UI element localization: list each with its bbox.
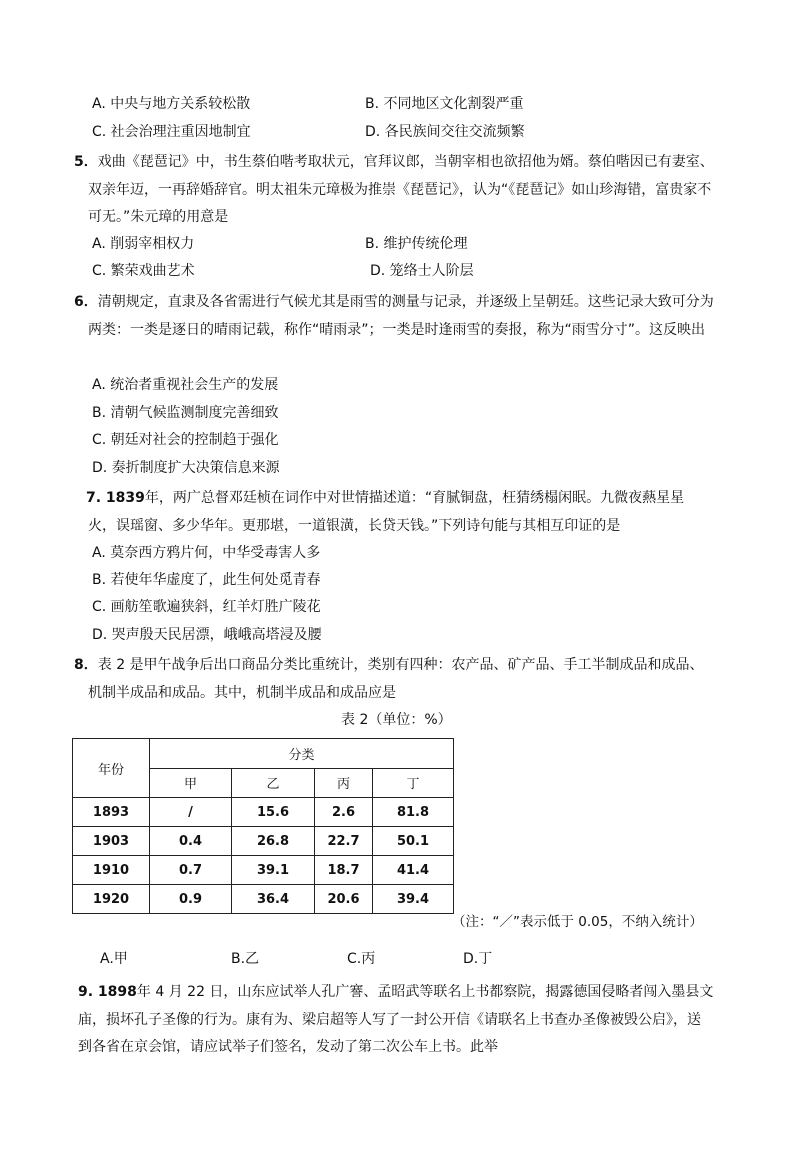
question-9-stem (78, 979, 714, 1062)
category-header: 分类 (150, 739, 454, 769)
value-cell: 22.7 (315, 827, 373, 856)
column-header: 甲 (150, 768, 232, 798)
q8-option-d: D.丁 (463, 951, 493, 967)
year-header: 年份 (73, 739, 150, 798)
column-header: 乙 (232, 768, 315, 798)
q6-option-b: B. 清朝气候监测制度完善细致 (92, 405, 279, 421)
value-cell: 39.1 (232, 856, 315, 885)
value-cell: 0.4 (150, 827, 232, 856)
value-cell: 50.1 (373, 827, 454, 856)
question-8-text: 表 2 是甲午战争后出口商品分类比重统计，类别有四种：农产品、矿产品、手工半制成品和成品、机制半成品和成品。其中，机制半成品和成品应是 (88, 657, 704, 701)
q4-option-a: A. 中央与地方关系较松散 (92, 96, 251, 112)
question-7-text: 年，两广总督邓廷桢在词作中对世情描述道：“育腻铜盘，枉猜绣榻闲眠。九微夜爇星星火，误瑶窗、多少华年。更那堪，一道银潢，长贷天钱。”下列诗句能与其相互印证的是 (88, 490, 685, 534)
q8-option-b: B.乙 (231, 951, 260, 967)
q7-option-a: A. 莫奈西方鸦片何，中华受毒害人多 (92, 545, 321, 561)
value-cell: 36.4 (232, 885, 315, 914)
value-cell: / (150, 798, 232, 827)
q4-option-c: C. 社会治理注重因地制宜 (92, 124, 251, 140)
table-row (73, 827, 454, 856)
q5-option-d: D. 笼络士人阶层 (370, 263, 474, 279)
question-9-number: 9. 1898 (78, 984, 137, 1000)
year-cell: 1920 (73, 885, 150, 914)
q7-option-b: B. 若使年华虚度了，此生何处觅青春 (92, 572, 321, 588)
question-5-number: 5． (74, 154, 98, 170)
table-row (73, 856, 454, 885)
question-6-stem (74, 289, 714, 344)
table-caption: 表 2（单位：%） (341, 712, 452, 728)
year-cell: 1903 (73, 827, 150, 856)
value-cell: 2.6 (315, 798, 373, 827)
table-row (73, 798, 454, 827)
value-cell: 15.6 (232, 798, 315, 827)
q4-option-b: B. 不同地区文化割裂严重 (365, 96, 524, 112)
question-6-number: 6． (74, 294, 98, 310)
question-6-text: 清朝规定，直隶及各省需进行气候尤其是雨雪的测量与记录，并逐级上呈朝廷。这些记录大致可分为两类：一类是逐日的晴雨记载，称作“晴雨录”；一类是时逢雨雪的奏报，称为“雨雪分寸”。这反映出 (88, 294, 714, 338)
q4-option-d: D. 各民族间交往交流频繁 (365, 124, 525, 140)
value-cell: 41.4 (373, 856, 454, 885)
question-5-text: 戏曲《琵琶记》中，书生蔡伯喈考取状元，官拜议郎，当朝宰相也欲招他为婿。蔡伯喈因已有妻室、双亲年迈，一再辞婚辞官。明太祖朱元璋极为推崇《琵琶记》，认为“《琵琶记》如山珍海错，富贵家不可无。”朱元璋的用意是 (88, 154, 714, 225)
question-8-stem (74, 652, 714, 707)
year-cell: 1910 (73, 856, 150, 885)
value-cell: 0.7 (150, 856, 232, 885)
q5-option-b: B. 维护传统伦理 (365, 236, 468, 252)
q6-option-d: D. 奏折制度扩大决策信息来源 (92, 460, 280, 476)
question-7-stem (88, 485, 698, 540)
year-cell: 1893 (73, 798, 150, 827)
q5-option-a: A. 削弱宰相权力 (92, 236, 195, 252)
q8-option-c: C.丙 (347, 951, 376, 967)
column-header: 丙 (315, 768, 373, 798)
value-cell: 81.8 (373, 798, 454, 827)
q6-option-a: A. 统治者重视社会生产的发展 (92, 377, 279, 393)
value-cell: 39.4 (373, 885, 454, 914)
question-9-text: 年 4 月 22 日，山东应试举人孔广謇、孟昭武等联名上书都察院，揭露德国侵略者闯入墨县文庙，损坏孔子圣像的行为。康有为、梁启超等人写了一封公开信《请联名上书查办圣像被毁公启》，送到各省在京会馆，请应试举子们签名，发动了第二次公车上书。此举 (78, 984, 714, 1055)
question-5-stem (74, 149, 714, 232)
q7-option-d: D. 哭声殷天民居漂，峨峨高塔浸及腰 (92, 627, 322, 643)
q8-option-a: A.甲 (100, 951, 128, 967)
question-7-number: 7. 1839 (86, 490, 145, 506)
question-8-number: 8． (74, 657, 98, 673)
value-cell: 18.7 (315, 856, 373, 885)
q5-option-c: C. 繁荣戏曲艺术 (92, 263, 195, 279)
q6-option-c: C. 朝廷对社会的控制趋于强化 (92, 432, 279, 448)
table-note: （注：“／”表示低于 0.05，不纳入统计） (452, 914, 703, 930)
value-cell: 0.9 (150, 885, 232, 914)
table-row (73, 885, 454, 914)
value-cell: 26.8 (232, 827, 315, 856)
value-cell: 20.6 (315, 885, 373, 914)
q7-option-c: C. 画舫笙歌遍狭斜，红羊灯胜广陵花 (92, 599, 321, 615)
column-header: 丁 (373, 768, 454, 798)
export-share-table (72, 738, 454, 914)
